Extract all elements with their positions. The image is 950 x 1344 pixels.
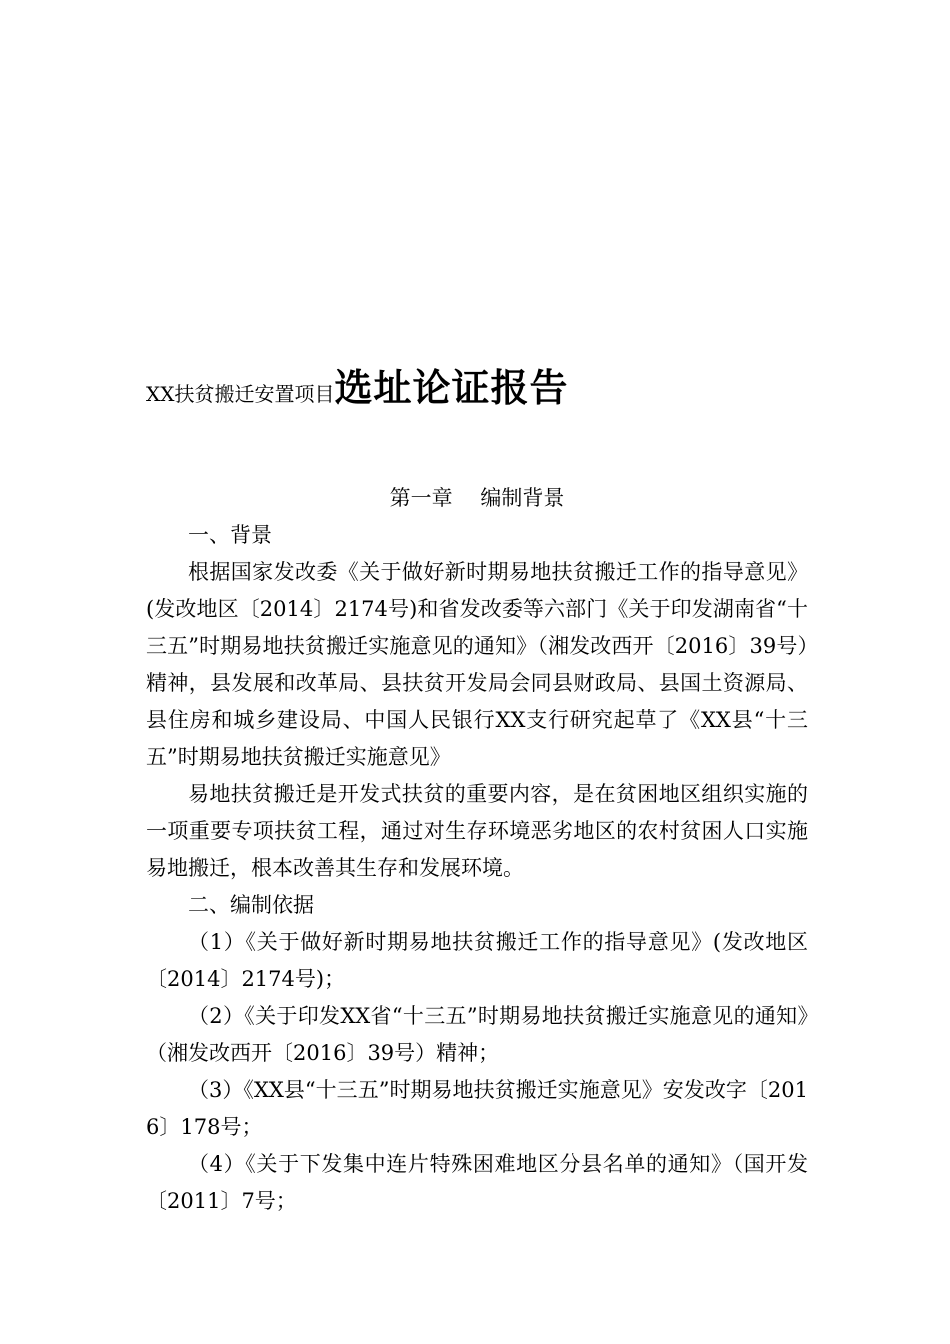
basis-item-4: （4）《关于下发集中连片特殊困难地区分县名单的通知》（国开发〔2011〕7号； [146,1152,808,1213]
section-heading-basis: 二、编制依据 [188,893,314,917]
paragraph-background-2: 易地扶贫搬迁是开发式扶贫的重要内容，是在贫困地区组织实施的一项重要专项扶贫工程，通过对生存环境恶劣地区的农村贫困人口实施易地搬迁，根本改善其生存和发展环境。 [146,782,808,880]
chapter-heading: 第一章 编制背景 [389,486,565,510]
basis-item-2: （2）《关于印发XX省“十三五”时期易地扶贫搬迁实施意见的通知》（湘发改西开〔2016〕39号）精神； [146,1004,808,1065]
section-heading-background: 一、背景 [188,523,272,547]
document-body [146,480,808,1220]
basis-item-1: （1）《关于做好新时期易地扶贫搬迁工作的指导意见》(发改地区〔2014〕2174号)； [146,930,808,991]
title-main: 选址论证报告 [334,366,569,410]
title-prefix: XX扶贫搬迁安置项目 [146,382,335,406]
paragraph-background-1: 根据国家发改委《关于做好新时期易地扶贫搬迁工作的指导意见》(发改地区〔2014〕2174号)和省发改委等六部门《关于印发湖南省“十三五”时期易地扶贫搬迁实施意见的通知》（湘发改西开〔2016〕39号）精神，县发展和改革局、县扶贫开发局会同县财政局、县国土资源局、县住房和城乡建设局、中国人民银行XX支行研究起草了《XX县“十三五”时期易地扶贫搬迁实施意见》 [146,560,808,769]
basis-item-3: （3）《XX县“十三五”时期易地扶贫搬迁实施意见》安发改字〔2016〕178号； [146,1078,808,1139]
document-title [146,364,569,420]
